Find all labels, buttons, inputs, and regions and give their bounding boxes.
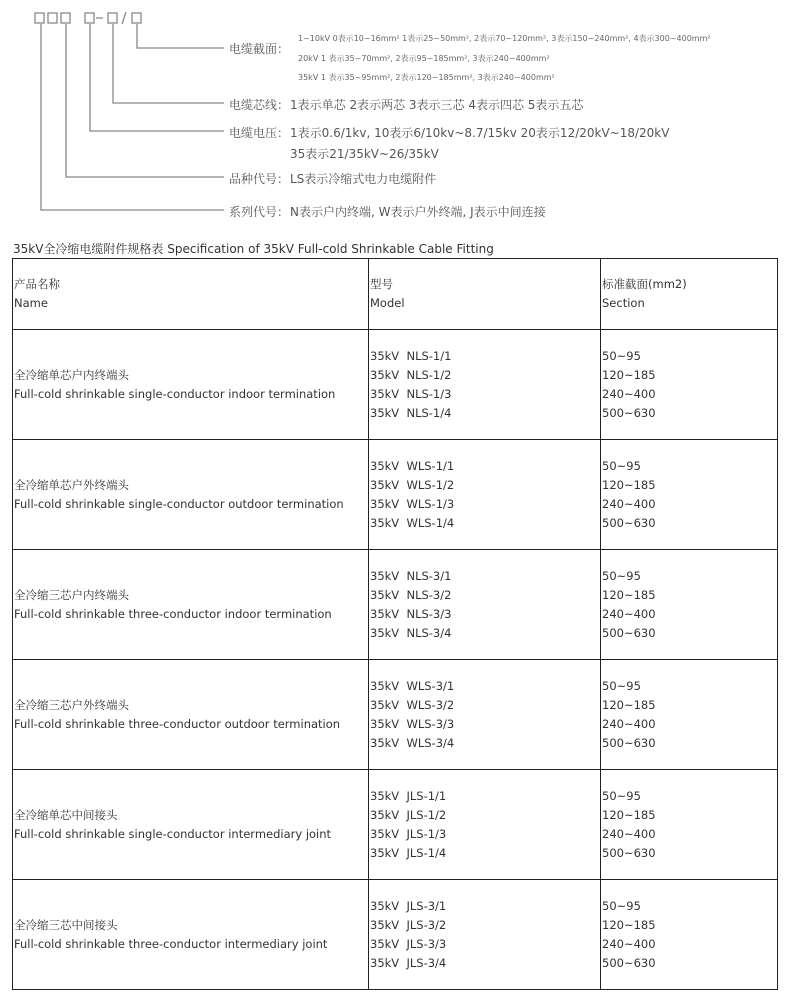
product-name-en: Full-cold shrinkable single-conductor intermediary joint (14, 826, 332, 841)
series-text: N表示户内终端, W表示户外终端, J表示中间连接 (290, 205, 546, 219)
section-value: 240~400 (602, 936, 656, 951)
table-title: 35kV全冷缩电缆附件规格表 Specification of 35kV Full-cold Shrinkable Cable Fitting (13, 242, 494, 256)
product-name-cell (13, 330, 369, 440)
table-row (13, 660, 778, 770)
table-row (13, 330, 778, 440)
table-row (13, 550, 778, 660)
model-value: 35kV JLS-1/1 (370, 788, 447, 803)
product-name-cn: 全冷缩单芯户内终端头 (14, 367, 129, 382)
section-value: 240~400 (602, 606, 656, 621)
section-value: 50~95 (602, 678, 641, 693)
header-cn: 型号 (370, 277, 393, 291)
table-row (13, 440, 778, 550)
table-row (13, 880, 778, 990)
model-value: 35kV NLS-3/3 (370, 606, 452, 621)
product-name-cell (13, 550, 369, 660)
section-value: 500~630 (602, 405, 656, 420)
section-label: 电缆截面： (229, 42, 290, 56)
model-cell (369, 880, 601, 990)
series-label: 系列代号： (229, 205, 290, 219)
model-value: 35kV WLS-3/4 (370, 735, 455, 750)
section-value: 500~630 (602, 955, 656, 970)
section-value: 500~630 (602, 515, 656, 530)
section-value: 500~630 (602, 845, 656, 860)
model-value: 35kV WLS-3/2 (370, 697, 455, 712)
section-line-1: 1~10kV 0表示10~16mm² 1表示25~50mm², 2表示70~120mm², 3表示150~240mm², 4表示300~400mm² (298, 34, 711, 43)
product-name-en: Full-cold shrinkable three-conductor indoor termination (14, 606, 332, 621)
model-value: 35kV JLS-3/3 (370, 936, 447, 951)
model-value: 35kV WLS-1/2 (370, 477, 455, 492)
product-name-cn: 全冷缩单芯中间接头 (14, 807, 118, 822)
product-name-en: Full-cold shrinkable single-conductor indoor termination (14, 386, 336, 401)
model-value: 35kV JLS-3/4 (370, 955, 447, 970)
spec-table (12, 258, 778, 990)
section-value: 500~630 (602, 735, 656, 750)
voltage-text-2: 35表示21/35kV~26/35kV (290, 147, 439, 161)
section-cell (601, 550, 778, 660)
section-value: 500~630 (602, 625, 656, 640)
variety-text: LS表示冷缩式电力电缆附件 (290, 172, 437, 186)
table-row (13, 770, 778, 880)
header-cn: 标准截面(mm2) (602, 277, 687, 291)
section-value: 120~185 (602, 477, 656, 492)
product-name-en: Full-cold shrinkable single-conductor outdoor termination (14, 496, 344, 511)
model-value: 35kV JLS-1/3 (370, 826, 447, 841)
header-name (13, 259, 369, 330)
cores-text: 1表示单芯 2表示两芯 3表示三芯 4表示四芯 5表示五芯 (290, 98, 584, 112)
model-cell (369, 770, 601, 880)
product-name-en: Full-cold shrinkable three-conductor outdoor termination (14, 716, 341, 731)
model-value: 35kV WLS-1/4 (370, 515, 455, 530)
section-cell (601, 880, 778, 990)
section-value: 120~185 (602, 917, 656, 932)
header-section (601, 259, 778, 330)
section-value: 120~185 (602, 807, 656, 822)
header-en: Section (602, 296, 645, 310)
section-value: 240~400 (602, 716, 656, 731)
section-value: 50~95 (602, 788, 641, 803)
model-value: 35kV NLS-1/2 (370, 367, 452, 382)
model-value: 35kV WLS-3/3 (370, 716, 455, 731)
model-value: 35kV NLS-3/1 (370, 568, 452, 583)
header-cn: 产品名称 (14, 277, 60, 291)
model-value: 35kV NLS-1/1 (370, 348, 452, 363)
product-name-cell (13, 880, 369, 990)
model-cell (369, 330, 601, 440)
model-value: 35kV JLS-1/2 (370, 807, 447, 822)
model-value: 35kV NLS-1/4 (370, 405, 452, 420)
section-cell (601, 330, 778, 440)
section-value: 120~185 (602, 367, 656, 382)
section-cell (601, 660, 778, 770)
model-value: 35kV JLS-3/1 (370, 898, 447, 913)
model-value: 35kV NLS-1/3 (370, 386, 452, 401)
model-value: 35kV WLS-1/3 (370, 496, 455, 511)
section-value: 240~400 (602, 386, 656, 401)
product-name-cn: 全冷缩三芯户外终端头 (14, 697, 129, 712)
section-value: 120~185 (602, 587, 656, 602)
product-name-cell (13, 440, 369, 550)
product-name-cn: 全冷缩三芯户内终端头 (14, 587, 129, 602)
section-value: 120~185 (602, 697, 656, 712)
model-cell (369, 550, 601, 660)
table-header-row (13, 259, 778, 330)
section-value: 50~95 (602, 458, 641, 473)
variety-label: 品种代号： (229, 172, 290, 186)
product-name-cell (13, 660, 369, 770)
header-en: Name (14, 296, 48, 310)
model-cell (369, 440, 601, 550)
product-name-cn: 全冷缩三芯中间接头 (14, 917, 118, 932)
model-value: 35kV JLS-1/4 (370, 845, 447, 860)
section-cell (601, 770, 778, 880)
section-value: 50~95 (602, 348, 641, 363)
product-name-cell (13, 770, 369, 880)
header-en: Model (370, 296, 405, 310)
section-line-3: 35kV 1 表示35~95mm², 2表示120~185mm², 3表示240~400mm² (298, 73, 555, 82)
section-value: 240~400 (602, 496, 656, 511)
model-value: 35kV JLS-3/2 (370, 917, 447, 932)
section-value: 240~400 (602, 826, 656, 841)
model-value: 35kV NLS-3/2 (370, 587, 452, 602)
voltage-text: 1表示0.6/1kv, 10表示6/10kv~8.7/15kv 20表示12/20kV~18/20kV (290, 126, 670, 140)
cores-label: 电缆芯线： (229, 98, 290, 112)
model-value: 35kV NLS-3/4 (370, 625, 452, 640)
product-name-en: Full-cold shrinkable three-conductor intermediary joint (14, 936, 328, 951)
section-cell (601, 440, 778, 550)
product-name-cn: 全冷缩单芯户外终端头 (14, 477, 129, 492)
model-value: 35kV WLS-3/1 (370, 678, 455, 693)
header-model (369, 259, 601, 330)
model-value: 35kV WLS-1/1 (370, 458, 455, 473)
voltage-label: 电缆电压： (229, 126, 290, 140)
section-line-2: 20kV 1 表示35~70mm², 2表示95~185mm², 3表示240~400mm² (298, 54, 550, 63)
section-value: 50~95 (602, 568, 641, 583)
model-cell (369, 660, 601, 770)
section-value: 50~95 (602, 898, 641, 913)
